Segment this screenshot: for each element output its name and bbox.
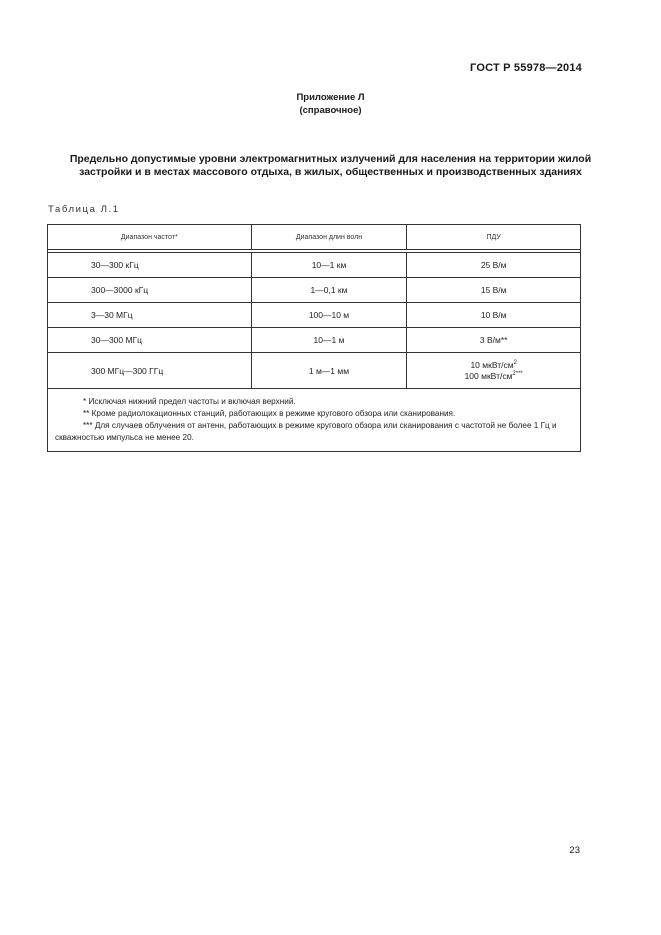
- table-caption: Таблица Л.1: [48, 204, 120, 215]
- column-header-wavelength: Диапазон длин волн: [251, 225, 407, 250]
- appendix-heading: [0, 91, 661, 117]
- cell-wavelength: 1—0,1 км: [251, 278, 407, 303]
- cell-wavelength: 10—1 км: [251, 253, 407, 278]
- cell-frequency: 3—30 МГц: [48, 303, 252, 328]
- column-header-pdu: ПДУ: [407, 225, 581, 250]
- table-row: [48, 303, 581, 328]
- cell-pdu: 3 В/м**: [407, 328, 581, 353]
- page-number: 23: [569, 845, 580, 856]
- cell-frequency: 30—300 кГц: [48, 253, 252, 278]
- column-header-frequency: Диапазон частот*: [48, 225, 252, 250]
- table-footnotes: [48, 389, 581, 452]
- cell-frequency: 300 МГц—300 ГГц: [48, 353, 252, 389]
- table-header-row: [48, 225, 581, 250]
- cell-frequency: 30—300 МГц: [48, 328, 252, 353]
- document-code: ГОСТ Р 55978—2014: [470, 62, 582, 74]
- limits-table: [47, 224, 581, 452]
- cell-frequency: 300—3000 кГц: [48, 278, 252, 303]
- table-row: [48, 353, 581, 389]
- cell-wavelength: 10—1 м: [251, 328, 407, 353]
- cell-wavelength: 100—10 м: [251, 303, 407, 328]
- cell-pdu: [407, 353, 581, 389]
- table-row: [48, 328, 581, 353]
- pdu-value-line1: 10 мкВт/$см^2$: [470, 359, 517, 370]
- cell-pdu: 25 В/м: [407, 253, 581, 278]
- table-notes-row: [48, 389, 581, 452]
- page-title: Предельно допустимые уровни электромагнитных излучений для населения на территории жилой застройки и в местах массового отдыха, в жилых, общественных и производственных зданиях: [69, 153, 592, 178]
- cell-pdu: 10 В/м: [407, 303, 581, 328]
- pdu-value-line2: 100 мкВт/$см^{2***}$: [464, 370, 523, 381]
- cell-wavelength: 1 м—1 мм: [251, 353, 407, 389]
- appendix-subtitle: (справочное): [299, 105, 362, 116]
- footnote: * Исключая нижний предел частоты и включая верхний.: [83, 397, 296, 406]
- footnote: ** Кроме радиолокационных станций, работающих в режиме кругового обзора или сканирования.: [83, 409, 456, 418]
- table-row: [48, 253, 581, 278]
- footnote: *** Для случаев облучения от антенн, работающих в режиме кругового обзора или сканирования с частотой не более 1 Гц и скважностью импульса не менее 20.: [55, 421, 557, 442]
- cell-pdu: 15 В/м: [407, 278, 581, 303]
- appendix-title: Приложение Л: [296, 92, 365, 103]
- table-row: [48, 278, 581, 303]
